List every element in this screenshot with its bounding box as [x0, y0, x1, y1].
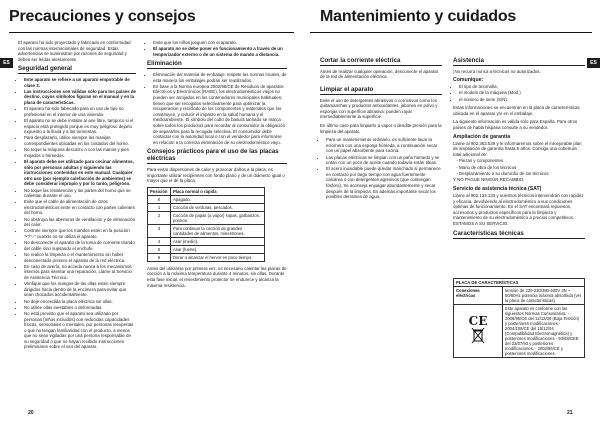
corte-text: Antes de realizar cualquier operación, desconecte el aparato de la red de alimentación eléctrica.	[320, 68, 439, 80]
placa-caracteristicas-table	[453, 278, 585, 358]
left-column-1	[18, 40, 136, 353]
list-item: • En base a la Norma europea 2002/96/CE de Residuos de aparatos Eléctricos y Electrónicos (RAEE), los electrodomésticos viejos no pueden ser arrojados en los contenedores municipales habituales; tienen que ser recogidos selectivamente para optimizar la recuperación y reciclado de los componentes y materiales que los constituyen, y reducir el impacto en la salud humana y el medioambiente. El símbolo del cubo de basura tachado se marca sobre todos los productos para recordar al consumidor la obligación de separarlos para la recogida selectiva. El consumidor debe contactar con la autoridad local o con el vendedor para informarse en relación a la correcta eliminación de su electrodoméstico viejo.	[153, 84, 287, 146]
limpiar-p2: En último caso para limpiarlo a vapor o desdite presión para la limpieza del aparato.	[320, 122, 442, 134]
intro-text: El aparato ha sido proyectado y fabricado en conformidad con las normas internacionales de seguridad. Estas advertencias se suministran por razones de seguridad y deben ser leídas atentamente.	[18, 40, 131, 62]
comunique-note: Estas informaciones se encuentran en la placa de características ubicada en el aparato y/o en el embalaje.	[453, 105, 580, 116]
argentina-note: La siguiente información es válida sólo para España. Para otros países de habla hispana consulte a su vendedor.	[453, 119, 578, 131]
table-cell: Cocción de papas (a vapor) sopas, garbanzos, porotos.	[171, 211, 265, 224]
right-column-1	[320, 55, 442, 203]
table-cell: 2	[148, 211, 171, 224]
table-cell: 1	[148, 203, 171, 211]
table-row	[148, 245, 265, 253]
list-item: • No toque las resistencias y las partes del horno que se calientan durante el uso.	[24, 188, 136, 199]
ampliacion-list	[453, 158, 585, 176]
table-cell: Asar (fuerte).	[171, 245, 265, 253]
table-cell: 6	[148, 253, 171, 261]
list-item: • Evite que los niños jueguen con el aparato.	[153, 40, 287, 46]
table-cell: Para continuar la cocción de grandes cantidades de alimentos, minestrones.	[171, 224, 265, 237]
limpiar-list	[320, 137, 442, 200]
list-item: • Controle siempre que los mandos estén en la posición "•"/"○" cuando no se utiliza el aparato.	[24, 228, 136, 239]
ampliacion-footer: Y NO PAGUE NINGÚN RECAMBIO.	[453, 177, 525, 183]
table-row	[148, 224, 265, 237]
col2-top-list	[147, 40, 287, 57]
table-header-row	[148, 187, 265, 195]
placa-logos	[454, 305, 503, 357]
table-header-cell: Posición	[148, 187, 171, 195]
list-item: • No obstruya las aberturas de ventilación y de eliminación del calor.	[24, 217, 136, 228]
list-item: • Evite que el cable de alimentación de otros electrodomésticos entre en contacto con partes calientes del horno.	[24, 199, 136, 216]
ampliacion-heading: Ampliación de garantía	[453, 133, 511, 140]
ce-mark-logo: CE	[468, 313, 488, 328]
asistencia-heading-rule	[453, 65, 585, 66]
list-item: • No deje encendida la placa eléctrica sin ollas.	[24, 299, 136, 305]
list-item: • No realice la limpieza o el mantenimiento sin haber desconectado primero el aparato de la red eléctrica.	[24, 252, 136, 263]
right-page-title: Mantenimiento y cuidados	[320, 8, 517, 25]
consejos-heading-rule	[147, 163, 287, 164]
list-item: • En caso de avería, no acceda nunca a los mecanismos internos para intentar una reparación. Llame al Servicio de Asistencia Técnica.	[24, 264, 136, 281]
right-title-rule	[310, 32, 592, 33]
positions-table	[147, 187, 265, 262]
consejos-heading: Consejos prácticos para el uso de las placas eléctricas	[147, 148, 279, 163]
table-cell: 0	[148, 195, 171, 203]
table-cell: Apagado.	[171, 195, 265, 203]
list-item: • No utilice ollas inestables o deformadas.	[24, 305, 136, 311]
list-item: • No toque la máquina descalzo o con las manos y pies mojados o húmedos.	[24, 147, 136, 158]
list-item: • No desconecte el aparato de la toma de corriente tirando del cable sino sujetando el enchufe.	[24, 240, 136, 251]
seguridad-list	[18, 77, 136, 350]
table-cell: 3	[148, 224, 171, 237]
table-cell: 5	[148, 245, 171, 253]
table-row	[148, 195, 265, 203]
placa-row-normas	[454, 305, 584, 357]
table-cell: Asar (medio).	[171, 237, 265, 245]
list-item: • El aparato no se debe poner en funcionamiento a través de un temporizador externo o de un sistema de mando a distancia.	[153, 46, 287, 57]
ampliacion-text: Llame al 902.363.539 y le informaremos sobre el inmejorable plan de ampliación de garantía hasta 5 años. Consiga una cobertura total adicional de:	[453, 140, 582, 157]
comunique-heading: Comunique:	[453, 77, 484, 84]
corte-heading-rule	[320, 65, 442, 66]
right-page-number: 21	[567, 410, 573, 416]
left-page-number: 20	[28, 410, 34, 416]
caracteristicas-heading: Características técnicas	[453, 229, 524, 237]
list-item: • Verifique que los mangos de las ollas estén siempre dirigidos hacia dentro de la encimera para evitar que sean chocados accidentalmente.	[24, 281, 136, 298]
list-item: • No está previsto que el aparato sea utilizado por personas (niños incluidos) con reducidas capacidades físicas, sensoriales o mentales, por personas inexpertas o que no tengan familiaridad con el producto, a menos que no sean vigiladas por una persona responsable de su seguridad o que no hayan recibido instrucciones preliminares sobre el uso del aparato.	[24, 311, 136, 350]
asistencia-heading: Asistencia	[453, 57, 484, 64]
right-language-tab: ES	[587, 58, 600, 68]
table-cell: Cocción de verduras, pescados.	[171, 203, 265, 211]
seguridad-heading: Seguridad general	[18, 65, 72, 73]
eliminacion-heading: Eliminación	[147, 60, 182, 68]
table-header-cell: Placa normal o rápida	[171, 187, 265, 195]
limpiar-heading: Limpiar el aparato	[320, 85, 374, 93]
eliminacion-heading-rule	[147, 68, 287, 69]
list-item: • Para desplazarlo, utilice siempre las manijas correspondientes ubicadas en los costados del horno.	[24, 135, 136, 146]
table-cell: 4	[148, 237, 171, 245]
corte-heading: Cortar la corriente eléctrica	[320, 57, 401, 64]
table-row	[148, 253, 265, 261]
comunique-list	[453, 84, 585, 102]
table-row	[148, 237, 265, 245]
crossed-bin-icon	[471, 327, 485, 344]
list-item: • Para un mantenimiento ordinario, es suficiente lavar la encimera con una esponja húmeda, a continuación secar con un papel absorbente para cocina.	[326, 137, 442, 154]
eliminacion-list	[147, 72, 287, 145]
seguridad-heading-rule	[18, 73, 136, 74]
list-item: - Desplazamiento a su domicilio de los técnicos	[459, 171, 585, 177]
list-item: • El acero inoxidable puede quedar manchado si permanece en contacto por largo tiempo con agua fuertemente calcárea o con detergentes agresivos (que contengan fósforo). Se aconseja enjuagar abundantemente y secar después de la limpieza. Es además importante secar los posibles derrames de agua.	[326, 166, 442, 200]
list-item: • El aparato ha sido fabricado para un uso de tipo no profesional en el interior de una vivienda.	[24, 106, 136, 117]
table-cell: Dorar o alcanzar el hervor en poco tiempo.	[171, 253, 265, 261]
right-column-2	[453, 55, 585, 241]
left-page-title: Precauciones y consejos	[9, 8, 196, 25]
left-title-rule	[9, 32, 294, 33]
asistencia-text: ¡No recurra nunca a técnicos no autorizados.	[453, 68, 541, 74]
placa-header: PLACA DE CARACTERÍSTICAS	[454, 279, 584, 287]
placa-row2-value: Este aparato es conforme con las siguientes Normas Comunitarias: - 2006/95/CE del 12/12/06 (Baja Tensión) y posteriores modificaciones - 2004/108/CE del 15/12/04 (Compatibilidad Electromagnética) y posteriores modificaciones - 93/68/CEE del 22/07/93 y posteriores modificaciones. - 2002/96/CE y posteriores modificaciones.	[505, 306, 580, 356]
placa-row-electric	[454, 287, 584, 305]
sat-heading: Servicio de asistencia técnica (SAT)	[453, 185, 542, 192]
left-column-2	[147, 40, 287, 291]
list-item: • El tipo de anomalía;	[459, 84, 585, 90]
list-item: • el número de serie (S/N)	[459, 97, 585, 103]
left-language-tab: ES	[0, 58, 13, 68]
list-item: • El aparato debe ser utilizado para cocinar alimentos, sólo por personas adultas y siguiendo las instrucciones contenidas en este manual. Cualquier otro uso (por ejemplo calefacción de ambientes) se debe considerar impropio y por lo tanto, peligroso.	[24, 159, 136, 187]
consejos-intro: Para evitar dispersiones de calor y provocar daños a la placa, es importante utilizar recipientes con fondo plano y de un diámetro igual o mayor que el de la placa.	[147, 167, 285, 184]
list-item: - Mano de obra de los técnicos	[459, 165, 585, 171]
table-row	[148, 211, 265, 224]
placa-row1-value: tensión de 220-230/380-400V 3N ~ 50/60Hz potencia máxima absorbida (ver la placa de características)	[505, 288, 582, 303]
limpiar-p1: Evite el uso de detergentes abrasivos o corrosivos como los quitamanchas y productos antioxidantes, jabones en polvo y esponjas con superficie abrasiva: pueden rayar irremediablemente la superficie.	[320, 97, 438, 120]
sat-text: Llame al 902.133.133 y nuestros técnicos intervendrán con rapidez y eficacia, devolviendo al electrodoméstico a sus condiciones óptimas de funcionamiento. En el SAT encontrará repuestos, accesorios y productos específicos para la limpieza y mantenimiento de su electrodoméstico a precios competitivos. ESTAMOS A SU SERVICIO.	[453, 192, 584, 226]
list-item: • Este aparato se refiere a un aparato empotrable de clase 3.	[24, 77, 136, 88]
list-item: • Las placas eléctricas se limpian con un paño húmedo y se untan con un poco de aceite cuando todavía están tibias.	[326, 155, 442, 166]
limpiar-heading-rule	[320, 94, 442, 95]
table-row	[148, 203, 265, 211]
list-item: - Piezas y componentes	[459, 158, 585, 164]
consejos-outro: Antes del utilizarse por primera vez, es necesario calentar las placas de cocción a la máxima temperatura durante 4 minutos, sin ollas. Durante esta fase inicial, el revestimiento protector se endurece y alcanza la máxima resistencia.	[147, 265, 287, 288]
list-item: • El aparato no se debe instalar al aire libre, tampoco si el espacio está protegido porque es muy peligroso dejarlo expuesto a la lluvia y a las tormentas.	[24, 118, 136, 135]
caracteristicas-heading-rule	[453, 238, 585, 239]
placa-row1-label: Conexiones eléctricas	[454, 287, 503, 304]
list-item: • el modelo de la máquina (Mod.)	[459, 90, 585, 96]
list-item: • Eliminación del material de embalaje: respete las normas locales, de esta manera los embalajes podrán ser reutilizados.	[153, 72, 287, 83]
list-item: • Las instrucciones son válidas sólo para los países de destino, cuyos símbolos figuran en el manual y en la placa de características.	[24, 89, 136, 106]
